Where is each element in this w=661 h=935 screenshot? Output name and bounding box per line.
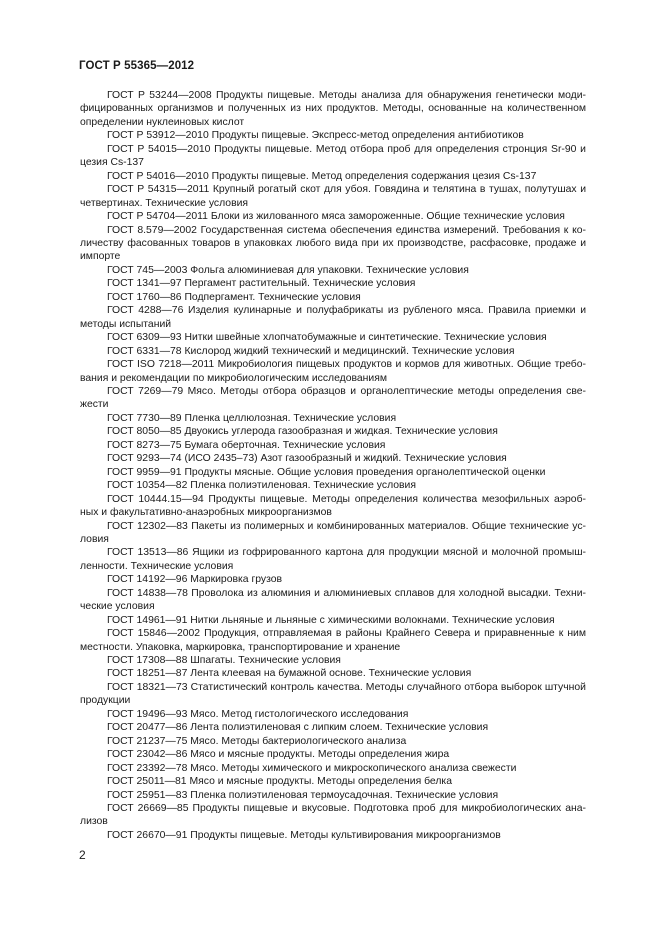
reference-item: ГОСТ 7269—79 Мясо. Методы отбора образцов и органолептические методы определения све-жести <box>80 385 586 411</box>
reference-item: ГОСТ Р 54704—2011 Блоки из жилованного мяса замороженные. Общие технические условия <box>107 211 565 223</box>
reference-item: ГОСТ 1341—97 Пергамент растительный. Технические условия <box>107 278 416 290</box>
reference-item: ГОСТ 14192—96 Маркировка грузов <box>107 574 283 586</box>
reference-item: ГОСТ 26670—91 Продукты пищевые. Методы культивирования микроорганизмов <box>107 829 501 841</box>
reference-item: ГОСТ ISO 7218—2011 Микробиология пищевых продуктов и кормов для животных. Общие требо-вания и рекомендации по микробиологическим исследованиям <box>80 359 586 384</box>
reference-item: ГОСТ Р 54016—2010 Продукты пищевые. Метод определения содержания цезия Cs-137 <box>107 170 537 182</box>
reference-item: ГОСТ 19496—93 Мясо. Метод гистологического исследования <box>107 708 409 720</box>
reference-item: ГОСТ 7730—89 Пленка целлюлозная. Технические условия <box>107 412 397 424</box>
document-header: ГОСТ Р 55365—2012 <box>79 60 195 72</box>
reference-item: ГОСТ 1760—86 Подпергамент. Технические условия <box>107 291 361 303</box>
reference-item: ГОСТ 10354—82 Пленка полиэтиленовая. Технические условия <box>107 480 416 492</box>
reference-item: ГОСТ 8050—85 Двуокись углерода газообразная и жидкая. Технические условия <box>107 426 498 438</box>
reference-item: ГОСТ 9293—74 (ИСО 2435–73) Азот газообразный и жидкий. Технические условия <box>107 453 507 465</box>
reference-item: ГОСТ 23042—86 Мясо и мясные продукты. Методы определения жира <box>107 749 450 761</box>
reference-item: ГОСТ 17308—88 Шпагаты. Технические условия <box>107 655 341 667</box>
reference-item: ГОСТ 25011—81 Мясо и мясные продукты. Методы определения белка <box>107 776 452 788</box>
reference-item: ГОСТ 12302—83 Пакеты из полимерных и комбинированных материалов. Общие технические ус-ловия <box>80 520 586 545</box>
reference-item: ГОСТ 4288—76 Изделия кулинарные и полуфабрикаты из рубленого мяса. Правила приемки и методы испытаний <box>80 305 586 330</box>
page-number: 2 <box>79 848 86 862</box>
normative-references-list <box>80 89 586 842</box>
reference-item: ГОСТ 8273—75 Бумага оберточная. Технические условия <box>107 439 386 451</box>
reference-item: ГОСТ Р 53912—2010 Продукты пищевые. Экспресс-метод определения антибиотиков <box>107 130 524 142</box>
reference-item: ГОСТ 18321—73 Статистический контроль качества. Методы случайного отбора выборок штучной продукции <box>80 681 586 707</box>
reference-item: ГОСТ 15846—2002 Продукция, отправляемая в районы Крайнего Севера и приравненные к ним местности. Упаковка, маркировка, транспортирование и хранение <box>80 628 586 653</box>
reference-item: ГОСТ 26669—85 Продукты пищевые и вкусовые. Подготовка проб для микробиологических ана-лизов <box>80 803 586 828</box>
reference-item: ГОСТ 8.579—2002 Государственная система обеспечения единства измерений. Требования к ко-личеству фасованных товаров в упаковках любого вида при их производстве, расфасовке, продаже и импорте <box>80 224 586 263</box>
reference-item: ГОСТ 9959—91 Продукты мясные. Общие условия проведения органолептической оценки <box>107 466 546 478</box>
reference-item: ГОСТ 20477—86 Лента полиэтиленовая с липким слоем. Технические условия <box>107 722 489 734</box>
reference-item: ГОСТ 14838—78 Проволока из алюминия и алюминиевых сплавов для холодной высадки. Техни-ческие условия <box>80 587 586 613</box>
reference-item: ГОСТ 14961—91 Нитки льняные и льняные с химическими волокнами. Технические условия <box>107 614 555 626</box>
reference-item: ГОСТ Р 54315—2011 Крупный рогатый скот для убоя. Говядина и телятина в тушах, полутушах и четвертинах. Технические условия <box>80 184 586 209</box>
reference-item: ГОСТ 23392—78 Мясо. Методы химического и микроскопического анализа свежести <box>107 762 517 774</box>
reference-item: ГОСТ 6309—93 Нитки швейные хлопчатобумажные и синтетические. Технические условия <box>107 332 547 344</box>
reference-item: ГОСТ 25951—83 Пленка полиэтиленовая термоусадочная. Технические условия <box>107 789 499 801</box>
reference-item: ГОСТ Р 54015—2010 Продукты пищевые. Метод отбора проб для определения стронция Sr-90 и цезия Cs-137 <box>80 143 586 169</box>
reference-item: ГОСТ 6331—78 Кислород жидкий технический и медицинский. Технические условия <box>107 345 515 357</box>
reference-item: ГОСТ Р 53244—2008 Продукты пищевые. Методы анализа для обнаружения генетически моди-фицированных организмов и полученных из них продуктов. Методы, основанные на количественном определении нуклеиновых кислот <box>80 90 586 128</box>
reference-item: ГОСТ 10444.15—94 Продукты пищевые. Методы определения количества мезофильных аэроб-ных и факультативно-анаэробных микроорганизмов <box>80 493 586 519</box>
reference-item: ГОСТ 21237—75 Мясо. Методы бактериологического анализа <box>107 735 407 747</box>
reference-item: ГОСТ 13513—86 Ящики из гофрированного картона для продукции мясной и молочной промыш-ленности. Технические условия <box>80 547 586 572</box>
reference-item: ГОСТ 18251—87 Лента клеевая на бумажной основе. Технические условия <box>107 668 472 680</box>
reference-item: ГОСТ 745—2003 Фольга алюминиевая для упаковки. Технические условия <box>107 264 469 276</box>
